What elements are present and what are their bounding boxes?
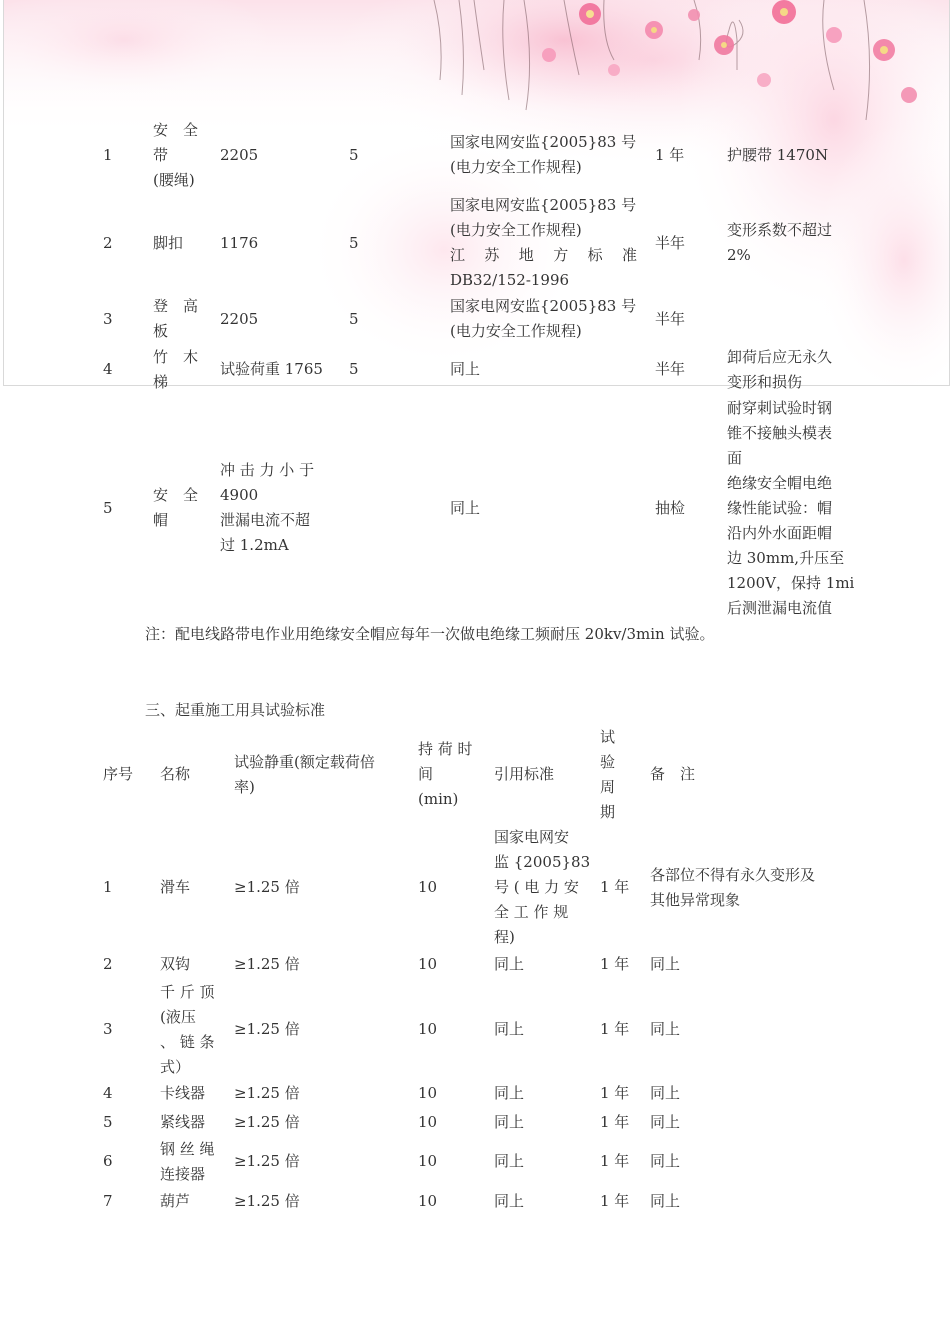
reference-standard: 同上	[494, 1152, 525, 1170]
reference-standard: 国家电网安监{2005}83 号 (电力安全工作规程) 江 苏 地 方 标 准 DB32/152-1996	[450, 196, 637, 289]
header-name: 名称	[160, 765, 191, 783]
item-name: 双钩	[160, 955, 191, 973]
row-number: 2	[103, 955, 113, 973]
item-name: 安 全 帽	[153, 486, 199, 529]
hold-time: 5	[349, 234, 359, 252]
header-period: 试 验 周 期	[600, 728, 616, 821]
test-period: 半年	[655, 234, 686, 252]
row-number: 5	[103, 499, 113, 517]
item-name: 脚扣	[153, 234, 184, 252]
remarks: 同上	[650, 1020, 681, 1038]
item-name: 竹 木 梯	[153, 348, 199, 391]
reference-standard: 同上	[450, 360, 481, 378]
reference-standard: 国家电网安 监 {2005}83 号 ( 电 力 安 全 工 作 规 程)	[494, 828, 591, 946]
item-name: 紧线器	[160, 1113, 206, 1131]
header-hold-time: 持 荷 时 间 (min)	[418, 740, 473, 808]
section-heading: 三、起重施工用具试验标准	[145, 701, 326, 719]
row-number: 3	[103, 310, 113, 328]
test-load: ≥1.25 倍	[234, 878, 300, 896]
header-standard: 引用标准	[494, 765, 555, 783]
test-load: 2205	[220, 310, 259, 328]
header-no: 序号	[103, 765, 134, 783]
test-period: 半年	[655, 360, 686, 378]
test-period: 1 年	[655, 146, 685, 164]
remarks: 同上	[650, 955, 681, 973]
item-name: 滑车	[160, 878, 191, 896]
test-period: 抽检	[655, 499, 686, 517]
test-load: 试验荷重 1765	[220, 360, 323, 378]
hold-time: 5	[349, 146, 359, 164]
remarks: 同上	[650, 1113, 681, 1131]
test-load: ≥1.25 倍	[234, 1113, 300, 1131]
row-number: 1	[103, 146, 113, 164]
table-footnote: 注：配电线路带电作业用绝缘安全帽应每年一次做电绝缘工频耐压 20kv/3min 试验。	[145, 625, 715, 643]
row-number: 4	[103, 1084, 113, 1102]
remarks: 护腰带 1470N	[727, 146, 829, 164]
item-name: 千 斤 顶 (液压 、 链 条 式）	[160, 983, 215, 1076]
hold-time: 10	[418, 1020, 438, 1038]
row-number: 6	[103, 1152, 113, 1170]
remarks: 各部位不得有永久变形及 其他异常现象	[650, 866, 816, 909]
header-remarks: 备 注	[650, 765, 696, 783]
test-load: ≥1.25 倍	[234, 1084, 300, 1102]
item-name: 葫芦	[160, 1192, 191, 1210]
row-number: 3	[103, 1020, 113, 1038]
remarks: 卸荷后应无永久 变形和损伤	[727, 348, 833, 391]
test-load: ≥1.25 倍	[234, 1152, 300, 1170]
row-number: 4	[103, 360, 113, 378]
remarks: 变形系数不超过 2%	[727, 221, 833, 264]
row-number: 2	[103, 234, 113, 252]
test-period: 半年	[655, 310, 686, 328]
hold-time: 5	[349, 310, 359, 328]
remarks: 同上	[650, 1192, 681, 1210]
row-number: 7	[103, 1192, 113, 1210]
hold-time: 5	[349, 360, 359, 378]
hold-time: 10	[418, 1084, 438, 1102]
test-load: 2205	[220, 146, 259, 164]
test-load: 1176	[220, 234, 259, 252]
reference-standard: 同上	[494, 955, 525, 973]
test-load: ≥1.25 倍	[234, 1020, 300, 1038]
item-name: 卡线器	[160, 1084, 206, 1102]
hold-time: 10	[418, 1192, 438, 1210]
reference-standard: 同上	[494, 1113, 525, 1131]
header-test-load: 试验静重(额定载荷倍 率)	[234, 753, 375, 796]
remarks: 同上	[650, 1152, 681, 1170]
item-name: 登 高 板	[153, 297, 199, 340]
test-period: 1 年	[600, 878, 630, 896]
item-name: 钢 丝 绳 连接器	[160, 1140, 215, 1183]
remarks: 同上	[650, 1084, 681, 1102]
test-period: 1 年	[600, 1152, 630, 1170]
hold-time: 10	[418, 878, 438, 896]
reference-standard: 同上	[494, 1192, 525, 1210]
hold-time: 10	[418, 955, 438, 973]
hold-time: 10	[418, 1113, 438, 1131]
reference-standard: 同上	[494, 1084, 525, 1102]
remarks: 耐穿刺试验时钢 锥不接触头模表 面 绝缘安全帽电绝 缘性能试验：帽 沿内外水面距帽 边 30mm,升压至 1200V，保持 1mi 后测泄漏电流值	[727, 399, 855, 617]
test-load: ≥1.25 倍	[234, 955, 300, 973]
test-period: 1 年	[600, 1020, 630, 1038]
test-period: 1 年	[600, 1113, 630, 1131]
hold-time: 10	[418, 1152, 438, 1170]
test-load: 冲 击 力 小 于 4900 泄漏电流不超 过 1.2mA	[220, 461, 315, 554]
row-number: 5	[103, 1113, 113, 1131]
row-number: 1	[103, 878, 113, 896]
test-period: 1 年	[600, 955, 630, 973]
reference-standard: 国家电网安监{2005}83 号 (电力安全工作规程)	[450, 297, 637, 340]
reference-standard: 同上	[450, 499, 481, 517]
reference-standard: 国家电网安监{2005}83 号 (电力安全工作规程)	[450, 133, 637, 176]
reference-standard: 同上	[494, 1020, 525, 1038]
test-period: 1 年	[600, 1192, 630, 1210]
test-load: ≥1.25 倍	[234, 1192, 300, 1210]
test-period: 1 年	[600, 1084, 630, 1102]
item-name: 安 全 带 (腰绳)	[153, 121, 199, 189]
